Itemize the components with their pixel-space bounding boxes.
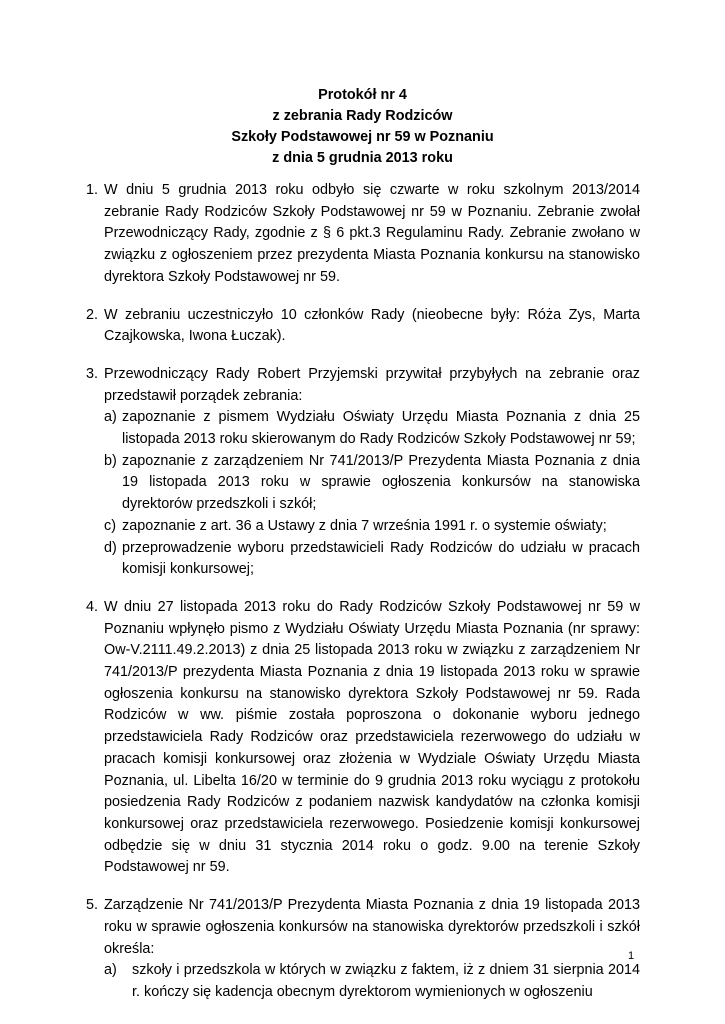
list-item-number: 5.: [86, 897, 99, 914]
sub-item-letter: a): [104, 409, 117, 426]
list-item-4: [86, 597, 640, 879]
sub-item-text: przeprowadzenie wyboru przedstawicieli Rady Rodziców do udziału w pracach komisji konkursowej;: [122, 539, 640, 578]
title-line-1: Protokół nr 4: [318, 87, 407, 103]
list-item-2: [86, 305, 640, 348]
sub-item-text: szkoły i przedszkola w których w związku z faktem, iż z dniem 31 sierpnia 2014 r. kończy się kadencja obecnym dyrektorom wymienionych w ogłoszeniu: [132, 962, 640, 1000]
list-item-number: 2.: [86, 306, 99, 323]
sub-item-d: [104, 538, 640, 581]
list-item-text: W dniu 27 listopada 2013 roku do Rady Rodziców Szkoły Podstawowej nr 59 w Poznaniu wpłynęło pismo z Wydziału Oświaty Urzędu Miasta Poznania (nr sprawy: Ow-V.2111.49.2.2013) z dnia 25 listopada 2013 roku w związku z zarządzeniem Nr 741/2013/P prezydenta Miasta Poznania z dnia 19 listopada 2013 roku w sprawie ogłoszenia konkursu na stanowisko dyrektora Szkoły Podstawowej nr 59. Rada Rodziców w ww. piśmie została poproszona o dokonanie wyboru jednego przedstawiciela Rady Rodziców oraz przedstawiciela rezerwowego do udziału w pracach komisji konkursowej oraz złożenia w Wydziale Oświaty Urzędu Miasta Poznania, ul. Libelta 16/20 w terminie do 9 grudnia 2013 roku wyciągu z protokołu posiedzenia Rady Rodziców z podaniem nazwisk kandydatów na członka komisji konkursowej oraz przedstawiciela rezerwowego. Posiedzenie komisji konkursowej odbędzie się w dniu 31 stycznia 2014 roku o godz. 9.00 na terenie Szkoły Podstawowej nr 59.: [104, 598, 640, 876]
title-line-2: z zebrania Rady Rodziców: [272, 108, 453, 124]
sub-item-letter: b): [104, 452, 117, 469]
list-item-number: 1.: [86, 182, 99, 198]
sub-item-letter: c): [104, 517, 116, 534]
list-item-number: 3.: [86, 365, 99, 382]
title-line-3: Szkoły Podstawowej nr 59 w Poznaniu: [231, 129, 494, 145]
document-title: [0, 85, 725, 169]
sub-item-text: zapoznanie z zarządzeniem Nr 741/2013/P Prezydenta Miasta Poznania z dnia 19 listopada 2013 roku w sprawie ogłoszenia konkursów na stanowiska dyrektorów przedszkoli i szkół;: [122, 452, 640, 513]
sub-item-a: [104, 407, 640, 450]
sub-item-letter: a): [104, 962, 117, 979]
sub-item-a: [104, 960, 640, 1003]
sub-item-letter: d): [104, 539, 117, 556]
list-item-text: W dniu 5 grudnia 2013 roku odbyło się czwarte w roku szkolnym 2013/2014 zebranie Rady Rodziców Szkoły Podstawowej nr 59 w Poznaniu. Zebranie zwołał Przewodniczący Rady, zgodnie z § 6 pkt.3 Regulaminu Rady. Zebranie zwołano w związku z ogłoszeniem przez prezydenta Miasta Poznania konkursu na stanowisko dyrektora Szkoły Podstawowej nr 59.: [104, 182, 640, 285]
title-line-4: z dnia 5 grudnia 2013 roku: [272, 150, 453, 166]
document-body: [86, 180, 640, 1020]
list-item-text: W zebraniu uczestniczyło 10 członków Rady (nieobecne były: Róża Zys, Marta Czajkowska, Iwona Łuczak).: [104, 306, 640, 345]
sub-item-b: [104, 451, 640, 516]
page-number: 1: [628, 950, 635, 962]
list-item-5: [86, 895, 640, 1004]
sub-item-c: [104, 516, 640, 538]
list-item-3: [86, 364, 640, 581]
sub-item-text: zapoznanie z pismem Wydziału Oświaty Urzędu Miasta Poznania z dnia 25 listopada 2013 roku skierowanym do Rady Rodziców Szkoły Podstawowej nr 59;: [122, 409, 640, 448]
list-item-text: Zarządzenie Nr 741/2013/P Prezydenta Miasta Poznania z dnia 19 listopada 2013 roku w sprawie ogłoszenia konkursów na stanowiska dyrektorów przedszkoli i szkół określa:: [104, 897, 640, 957]
list-item-1: [86, 180, 640, 289]
list-item-number: 4.: [86, 598, 99, 615]
list-item-text: Przewodniczący Rady Robert Przyjemski przywitał przybyłych na zebranie oraz przedstawił porządek zebrania:: [104, 365, 640, 404]
sub-item-text: zapoznanie z art. 36 a Ustawy z dnia 7 września 1991 r. o systemie oświaty;: [122, 517, 607, 534]
